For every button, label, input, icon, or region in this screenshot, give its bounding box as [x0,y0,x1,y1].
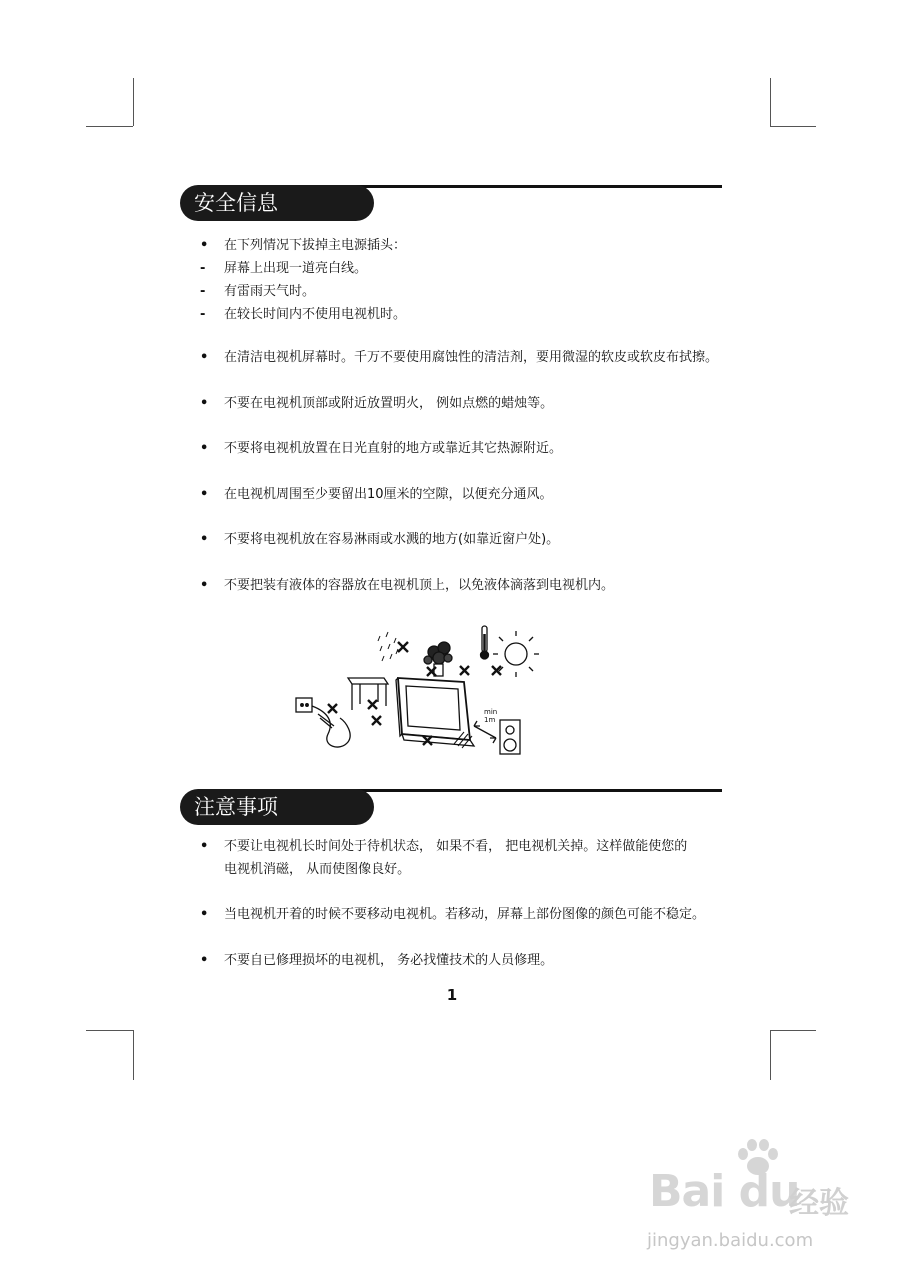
safety-section-title: 安全信息 [180,185,374,221]
bullet-marker: • [200,350,209,365]
unplug-sub-item [200,257,367,281]
bullet-marker: • [200,907,209,922]
min-label: min [484,708,498,716]
safety-item-text: 在电视机周围至少要留出10厘米的空隙，以便充分通风。 [224,487,553,502]
header-rule [350,185,722,188]
notice-item-text: 不要自已修理损坏的电视机， 务必找懂技术的人员修理。 [224,953,554,968]
bullet-marker: • [200,532,209,547]
watermark-url: jingyan.baidu.com [647,1230,814,1251]
unplug-sub-text: 在较长时间内不使用电视机时。 [224,307,407,322]
notice-item-continuation [200,858,410,882]
notice-item [200,835,687,859]
dash-marker: - [200,261,206,276]
crop-mark-tl-v [133,78,134,126]
safety-item-text: 不要在电视机顶部或附近放置明火， 例如点燃的蜡烛等。 [224,396,554,411]
crop-mark-bl-h [86,1030,133,1031]
tv-icon [396,678,474,746]
safety-item [200,483,553,507]
crop-mark-bl-v [133,1030,134,1080]
bullet-marker: • [200,396,209,411]
unplug-sub-text: 屏幕上出现一道亮白线。 [224,261,368,276]
safety-item-text: 不要将电视机放置在日光直射的地方或靠近其它热源附近。 [224,441,563,456]
power-socket-icon [296,698,350,747]
bullet-marker: • [200,487,209,502]
header-rule [350,789,722,792]
flower-vase-icon [424,642,452,676]
safety-item [200,574,614,598]
bullet-marker: • [200,839,209,854]
jingyan-text: 经验 [789,1186,849,1221]
notice-item [200,949,553,973]
crop-mark-br-v [770,1030,771,1080]
unplug-sub-item [200,303,406,327]
safety-item [200,528,559,552]
notice-item-text: 电视机消磁， 从而使图像良好。 [224,862,411,877]
crop-mark-tr-v [770,78,771,126]
safety-item [200,437,562,461]
baidu-jingyan-watermark [637,1138,877,1268]
notice-item-text: 当电视机开着的时候不要移动电视机。若移动，屏幕上部份图像的颜色可能不稳定。 [224,907,706,922]
safety-item-text: 不要把装有液体的容器放在电视机顶上，以免液体滴落到电视机内。 [224,578,615,593]
crop-mark-tr-h [770,126,816,127]
distance-label: 1m [484,716,496,724]
bullet-marker: • [200,578,209,593]
unplug-sub-item [200,280,315,304]
bullet-marker: • [200,441,209,456]
unplug-lead-item [200,234,406,258]
dash-marker: - [200,307,206,322]
page-number: 1 [446,986,458,1004]
bullet-marker: • [200,238,209,253]
stool-icon [348,678,388,710]
unplug-lead-text: 在下列情况下拔掉主电源插头： [224,238,407,253]
crop-mark-br-h [770,1030,816,1031]
thermometer-icon [481,626,489,659]
notice-item-text: 不要让电视机长时间处于待机状态， 如果不看， 把电视机关掉。这样做能使您的 [224,839,688,854]
unplug-sub-text: 有雷雨天气时。 [224,284,316,299]
bullet-marker: • [200,953,209,968]
safety-item [200,346,718,370]
baidu-logo-text: Bai du [649,1166,800,1217]
notice-section-title: 注意事项 [180,789,374,825]
notice-section-header [180,789,722,825]
safety-item-text: 不要将电视机放在容易淋雨或水溅的地方(如靠近窗户处)。 [224,532,560,547]
distance-arrow-icon [474,721,496,743]
crop-mark-tl-h [86,126,133,127]
notice-item [200,903,705,927]
dash-marker: - [200,284,206,299]
safety-section-header [180,185,722,221]
rain-icon [378,632,398,661]
safety-item [200,392,553,416]
tv-safety-illustration [288,622,548,762]
sun-icon [493,631,539,677]
speaker-icon [500,720,520,754]
safety-item-text: 在清洁电视机屏幕时。千万不要使用腐蚀性的清洁剂，要用微湿的软皮或软皮布拭擦。 [224,350,719,365]
